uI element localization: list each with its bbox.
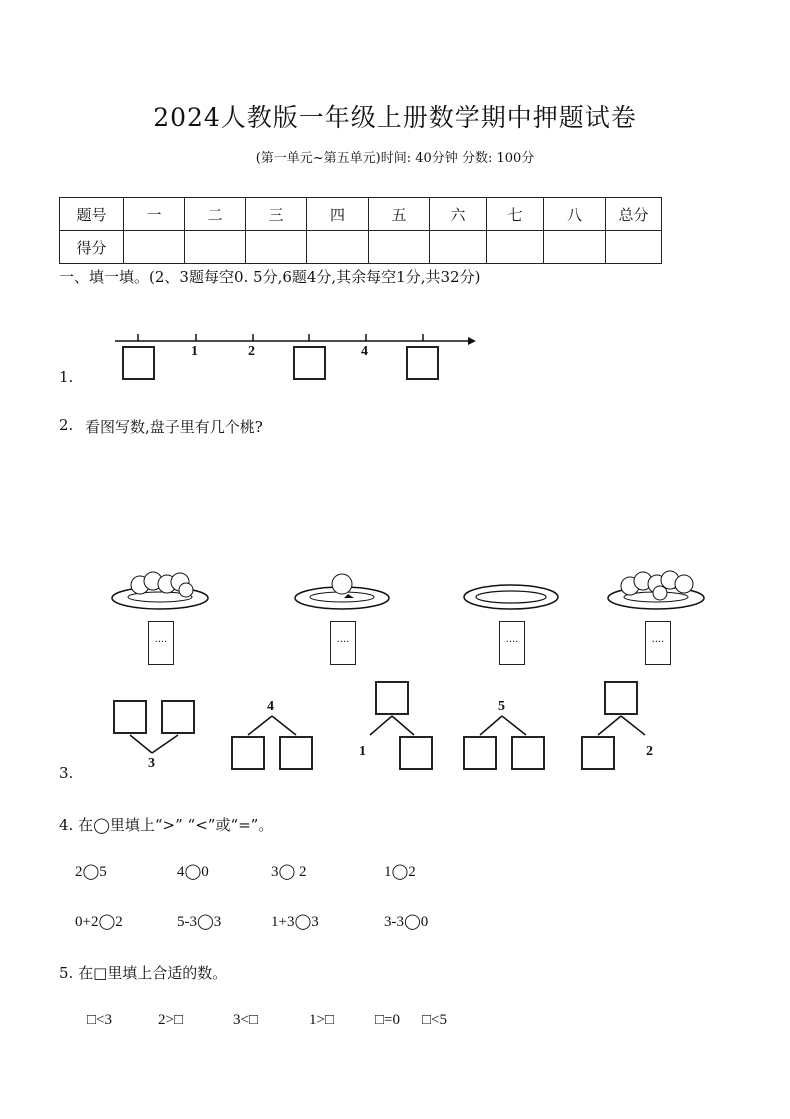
plate-with-peaches-1 (112, 572, 208, 609)
question-4-text: 4. 在◯里填上“>” “<”或“=”。 (59, 816, 274, 834)
page-title: 2024人教版一年级上册数学期中押题试卷 (153, 103, 637, 132)
fill-item[interactable]: 3<□ (233, 1012, 259, 1028)
compare-item[interactable]: 3-3◯0 (384, 914, 429, 930)
compare-item[interactable]: 3◯ 2 (271, 864, 307, 880)
count-box[interactable]: ···· (330, 621, 356, 665)
bond-box[interactable] (399, 736, 433, 770)
score-header-cell: 总分 (606, 198, 662, 231)
bond-total: 5 (498, 699, 505, 714)
fill-item[interactable]: 1>□ (309, 1012, 335, 1028)
bond-box[interactable] (511, 736, 545, 770)
compare-item[interactable]: 5-3◯3 (177, 914, 222, 930)
compare-item[interactable]: 1+3◯3 (271, 914, 319, 930)
bond-box[interactable] (463, 736, 497, 770)
number-line-label: 4 (361, 344, 368, 359)
score-header-cell: 一 (124, 198, 185, 231)
score-header-cell: 三 (246, 198, 307, 231)
score-header-cell: 五 (369, 198, 430, 231)
score-header-cell: 七 (487, 198, 544, 231)
bond-box[interactable] (113, 700, 147, 734)
question-5-text: 5. 在□里填上合适的数。 (59, 964, 228, 982)
score-header-cell: 六 (430, 198, 487, 231)
empty-plate-3 (464, 585, 558, 609)
bond-box[interactable] (375, 681, 409, 715)
compare-item[interactable]: 1◯2 (384, 864, 416, 880)
number-line-label: 2 (248, 344, 255, 359)
bond-box[interactable] (279, 736, 313, 770)
bond-box[interactable] (581, 736, 615, 770)
count-box[interactable]: ···· (148, 621, 174, 665)
count-box[interactable]: ···· (645, 621, 671, 665)
fill-item[interactable]: 2>□ (158, 1012, 184, 1028)
count-box[interactable]: ···· (499, 621, 525, 665)
bond-total: 4 (267, 699, 274, 714)
fill-item[interactable]: □<3 (87, 1012, 113, 1028)
question-2-number: 2. (59, 416, 74, 434)
bond-box[interactable] (604, 681, 638, 715)
question-3-number: 3. (59, 764, 74, 782)
bond-box[interactable] (231, 736, 265, 770)
answer-box[interactable] (122, 346, 155, 380)
bond-box[interactable] (161, 700, 195, 734)
page-subtitle: (第一单元~第五单元)时间: 40分钟 分数: 100分 (255, 151, 535, 166)
section-1-heading: 一、填一填。(2、3题每空0. 5分,6题4分,其余每空1分,共32分) (59, 268, 481, 286)
plate-with-peach-2 (295, 574, 389, 609)
question-1-number: 1. (59, 368, 74, 386)
score-header-cell: 题号 (60, 198, 124, 231)
score-header-cell: 二 (185, 198, 246, 231)
bond-total: 3 (148, 756, 155, 771)
compare-item[interactable]: 4◯0 (177, 864, 209, 880)
bond-part: 1 (359, 744, 366, 759)
plate-with-peaches-4 (608, 571, 704, 609)
bond-part: 2 (646, 744, 653, 759)
number-bond-lines (130, 716, 645, 753)
fill-item[interactable]: □<5 (422, 1012, 448, 1028)
compare-item[interactable]: 2◯5 (75, 864, 107, 880)
number-line-label: 1 (191, 344, 198, 359)
number-line (115, 334, 476, 345)
score-row-label: 得分 (60, 231, 124, 264)
score-header-cell: 四 (307, 198, 369, 231)
answer-box[interactable] (293, 346, 326, 380)
fill-item[interactable]: □=0 (375, 1012, 401, 1028)
answer-box[interactable] (406, 346, 439, 380)
compare-item[interactable]: 0+2◯2 (75, 914, 123, 930)
question-2-text: 看图写数,盘子里有几个桃? (85, 418, 263, 436)
score-header-cell: 八 (544, 198, 606, 231)
